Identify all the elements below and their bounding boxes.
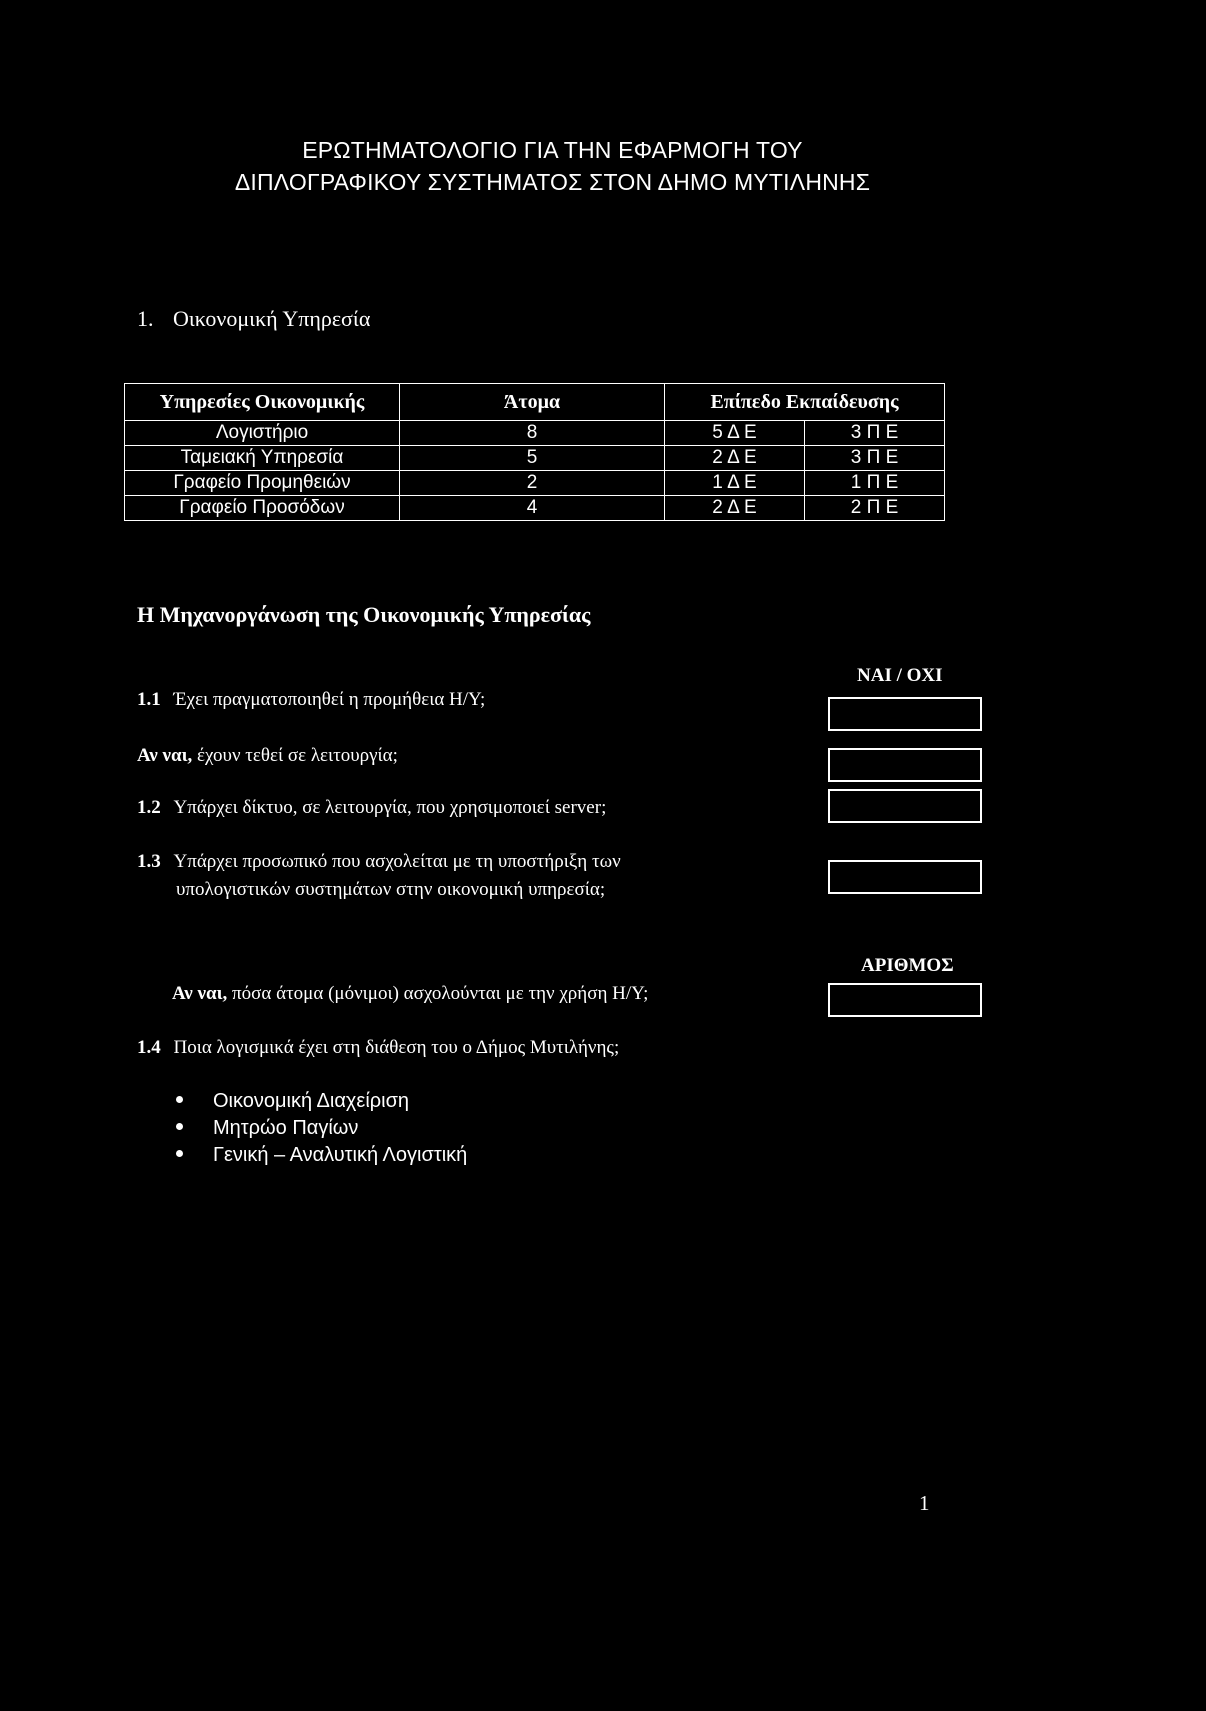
cell-de: 5 Δ Ε: [665, 421, 805, 446]
list-item: [176, 1117, 358, 1140]
cell-people: 2: [400, 471, 665, 496]
document-title-line1: ΕΡΩΤΗΜΑΤΟΛΟΓΙΟ ΓΙΑ ΤΗΝ ΕΦΑΡΜΟΓΗ ΤΟΥ: [302, 137, 803, 163]
table-row: [125, 421, 945, 446]
question-text: Υπάρχει προσωπικό που ασχολείται με τη υποστήριξη των: [173, 851, 621, 872]
software-name: Γενική – Αναλυτική Λογιστική: [213, 1144, 468, 1166]
document-title-line2: ΔΙΠΛΟΓΡΑΦΙΚΟΥ ΣΥΣΤΗΜΑΤΟΣ ΣΤΟΝ ΔΗΜΟ ΜΥΤΙΛΗΝΗΣ: [234, 169, 871, 195]
cell-de: 2 Δ Ε: [665, 496, 805, 521]
cell-pe: 3 Π Ε: [805, 421, 945, 446]
table-row: [125, 471, 945, 496]
table-row: [125, 496, 945, 521]
question-text: πόσα άτομα (μόνιμοι) ασχολούνται με την χρήση Η/Υ;: [232, 983, 649, 1004]
list-item: [176, 1144, 467, 1167]
list-item: [176, 1090, 409, 1113]
bullet-icon: [176, 1150, 183, 1157]
section-heading: [137, 306, 370, 332]
cell-pe: 2 Π Ε: [805, 496, 945, 521]
question-1-4: [137, 1037, 619, 1059]
question-text: έχουν τεθεί σε λειτουργία;: [197, 745, 398, 766]
software-name: Οικονομική Διαχείριση: [213, 1090, 410, 1112]
cell-service: Γραφείο Προμηθειών: [125, 471, 400, 496]
question-number: 1.1: [137, 689, 161, 710]
question-prefix: Αν ναι,: [137, 745, 193, 766]
cell-de: 2 Δ Ε: [665, 446, 805, 471]
page-number: 1: [919, 1491, 930, 1515]
bullet-icon: [176, 1096, 183, 1103]
question-1-2: [137, 797, 606, 819]
question-1-1b: [137, 745, 398, 767]
question-1-1: [137, 689, 485, 711]
bullet-icon: [176, 1123, 183, 1130]
cell-service: Λογιστήριο: [125, 421, 400, 446]
software-name: Μητρώο Παγίων: [213, 1117, 359, 1139]
cell-de: 1 Δ Ε: [665, 471, 805, 496]
answer-box-1-1b[interactable]: [828, 748, 982, 782]
table-header-row: [125, 384, 945, 421]
staff-table: [124, 383, 945, 521]
question-number: 1.3: [137, 851, 161, 872]
cell-service: Γραφείο Προσόδων: [125, 496, 400, 521]
question-1-3: [137, 851, 621, 873]
cell-people: 5: [400, 446, 665, 471]
section-title: Οικονομική Υπηρεσία: [173, 306, 371, 331]
cell-pe: 1 Π Ε: [805, 471, 945, 496]
question-text: Ποια λογισμικά έχει στη διάθεση του ο Δήμος Μυτιλήνης;: [173, 1037, 620, 1058]
question-1-3-line2: υπολογιστικών συστημάτων στην οικονομική υπηρεσία;: [176, 879, 606, 900]
section-number: 1.: [137, 306, 154, 331]
question-prefix: Αν ναι,: [172, 983, 228, 1004]
header-education: Επίπεδο Εκπαίδευσης: [665, 384, 945, 421]
question-text: Έχει πραγματοποιηθεί η προμήθεια Η/Υ;: [173, 689, 486, 710]
cell-people: 8: [400, 421, 665, 446]
question-1-3b: [172, 983, 648, 1005]
answer-box-1-1[interactable]: [828, 697, 982, 731]
mechanization-heading: Η Μηχανοργάνωση της Οικονομικής Υπηρεσίας: [137, 602, 591, 627]
question-text: Υπάρχει δίκτυο, σε λειτουργία, που χρησιμοποιεί server;: [173, 797, 607, 818]
answer-box-1-3[interactable]: [828, 860, 982, 894]
table-row: [125, 446, 945, 471]
number-label: ΑΡΙΘΜΟΣ: [861, 955, 954, 976]
header-services: Υπηρεσίες Οικονομικής: [125, 384, 400, 421]
cell-pe: 3 Π Ε: [805, 446, 945, 471]
question-number: 1.4: [137, 1037, 161, 1058]
header-people: Άτομα: [400, 384, 665, 421]
cell-people: 4: [400, 496, 665, 521]
cell-service: Ταμειακή Υπηρεσία: [125, 446, 400, 471]
answer-box-number[interactable]: [828, 983, 982, 1017]
answer-box-1-2[interactable]: [828, 789, 982, 823]
yes-no-label: ΝΑΙ / ΟΧΙ: [857, 665, 943, 686]
question-number: 1.2: [137, 797, 161, 818]
